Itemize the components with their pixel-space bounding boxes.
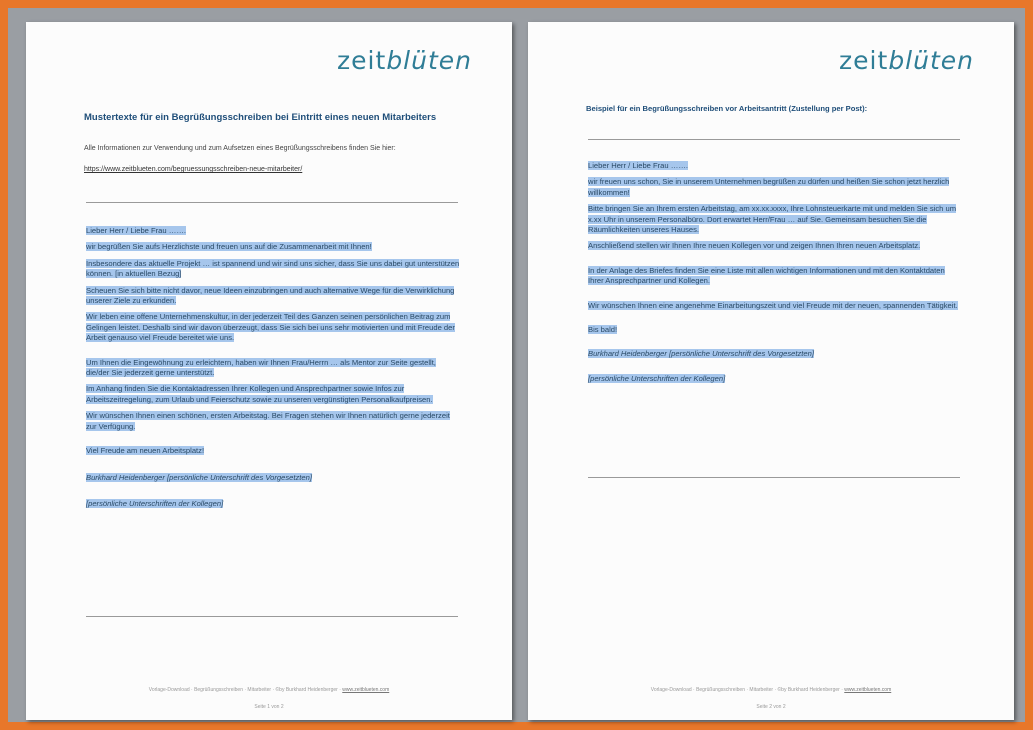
letter-paragraph: Viel Freude am neuen Arbeitsplatz!: [86, 446, 205, 456]
letter-paragraph: Bis bald!: [588, 325, 618, 335]
page-footer: [26, 687, 512, 693]
logo-suffix: blüten: [386, 46, 472, 75]
signature-line: Burkhard Heidenberger [persönliche Unterschrift des Vorgesetzten]: [86, 472, 312, 482]
letter-paragraph: Bitte bringen Sie an Ihrem ersten Arbeitstag, am xx.xx.xxxx, Ihre Lohnsteuerkarte mit und melden Sie sich um x.xx Uhr in unserem Personalbüro. Dort erwartet Herr/Frau … auf Sie. Gemeinsam besuchen Sie die Räumlichkeiten unseres Hauses.: [588, 204, 957, 235]
letter-body: [86, 226, 460, 515]
divider-top: [86, 202, 458, 203]
letter-paragraph: Anschließend stellen wir Ihnen Ihre neuen Kollegen vor und zeigen Ihnen Ihren neuen Arbeitsplatz.: [588, 241, 921, 251]
document-page-1: [26, 22, 512, 720]
signature-line: Burkhard Heidenberger [persönliche Unterschrift des Vorgesetzten]: [588, 349, 814, 359]
letter-paragraph: Im Anhang finden Sie die Kontaktadressen Ihrer Kollegen und Ansprechpartner sowie Infos zur Arbeitszeitregelung, zum Urlaub und Feierschutz sowie zu unseren vergünstigten Personalkaufpreisen.: [86, 384, 433, 404]
letter-paragraph: wir begrüßen Sie aufs Herzlichste und freuen uns auf die Zusammenarbeit mit Ihnen!: [86, 242, 372, 252]
zeitblueten-logo: [839, 46, 974, 75]
document-viewer-background: [8, 8, 1025, 722]
letter-paragraph: In der Anlage des Briefes finden Sie eine Liste mit allen wichtigen Informationen und mit den Kontaktdaten Ihrer Ansprechpartner und Kollegen.: [588, 265, 945, 286]
page-title: Beispiel für ein Begrüßungsschreiben vor Arbeitsantritt (Zustellung per Post):: [586, 104, 868, 113]
logo-suffix: blüten: [888, 46, 974, 75]
letter-paragraph: Insbesondere das aktuelle Projekt … ist spannend und wir sind uns sicher, dass Sie uns dabei gut unterstützen können. [in aktuellen Bezug]: [86, 258, 460, 279]
letter-paragraph: wir freuen uns schon, Sie in unserem Unternehmen begrüßen zu dürfen und heißen Sie schon jetzt herzlich willkommen!: [588, 177, 950, 197]
signature-line: [persönliche Unterschriften der Kollegen]: [86, 498, 224, 508]
signature-line: [persönliche Unterschriften der Kollegen]: [588, 373, 726, 383]
footer-text: Vorlage-Download · Begrüßungsschreiben · Mitarbeiter · ©by Burkhard Heidenberger ·: [148, 687, 343, 693]
letter-paragraph: Wir wünschen Ihnen einen schönen, ersten Arbeitstag. Bei Fragen stehen wir Ihnen natürlich gerne jederzeit zur Verfügung.: [86, 411, 450, 431]
divider-bottom: [588, 477, 960, 478]
page-number: Seite 2 von 2: [756, 704, 786, 710]
page-title: Mustertexte für ein Begrüßungsschreiben bei Eintritt eines neuen Mitarbeiters: [84, 112, 437, 123]
intro-text: Alle Informationen zur Verwendung und zum Aufsetzen eines Begrüßungsschreibens finden Sie hier:: [84, 145, 396, 152]
letter-paragraph: Wir leben eine offene Unternehmenskultur, in der jederzeit Teil des Ganzen seinen persönlichen Beitrag zum Gelingen leistet. Deshalb sind wir davon überzeugt, dass Sie sich bei uns sehr motivierten und mit Freude der Arbeit genauso viel Freude bereitet wie uns.: [86, 312, 455, 343]
page-number: Seite 1 von 2: [254, 704, 284, 710]
info-link[interactable]: https://www.zeitblueten.com/begruessungsschreiben-neue-mitarbeiter/: [84, 166, 303, 173]
page-footer: [528, 687, 1014, 693]
letter-paragraph: Lieber Herr / Liebe Frau …….: [588, 161, 689, 170]
footer-link[interactable]: www.zeitblueten.com: [342, 687, 390, 693]
letter-paragraph: Lieber Herr / Liebe Frau …….: [86, 226, 187, 235]
logo-prefix: zeit: [839, 46, 889, 75]
document-page-2: [528, 22, 1014, 720]
zeitblueten-logo: [337, 46, 472, 75]
logo-prefix: zeit: [337, 46, 387, 75]
letter-paragraph: Wir wünschen Ihnen eine angenehme Einarbeitungszeit und viel Freude mit der neuen, spannenden Tätigkeit.: [588, 300, 958, 310]
letter-paragraph: Um Ihnen die Eingewöhnung zu erleichtern, haben wir Ihnen Frau/Herrn … als Mentor zur Seite gestellt, die/der Sie jederzeit gerne unterstützt.: [86, 357, 436, 378]
footer-text: Vorlage-Download · Begrüßungsschreiben · Mitarbeiter · ©by Burkhard Heidenberger ·: [650, 687, 845, 693]
divider-top: [588, 139, 960, 140]
letter-paragraph: Scheuen Sie sich bitte nicht davor, neue Ideen einzubringen und auch alternative Wege für die Verwirklichung unserer Ziele zu erkunden.: [86, 285, 455, 306]
divider-bottom: [86, 616, 458, 617]
letter-body: [588, 161, 962, 390]
footer-link[interactable]: www.zeitblueten.com: [844, 687, 892, 693]
